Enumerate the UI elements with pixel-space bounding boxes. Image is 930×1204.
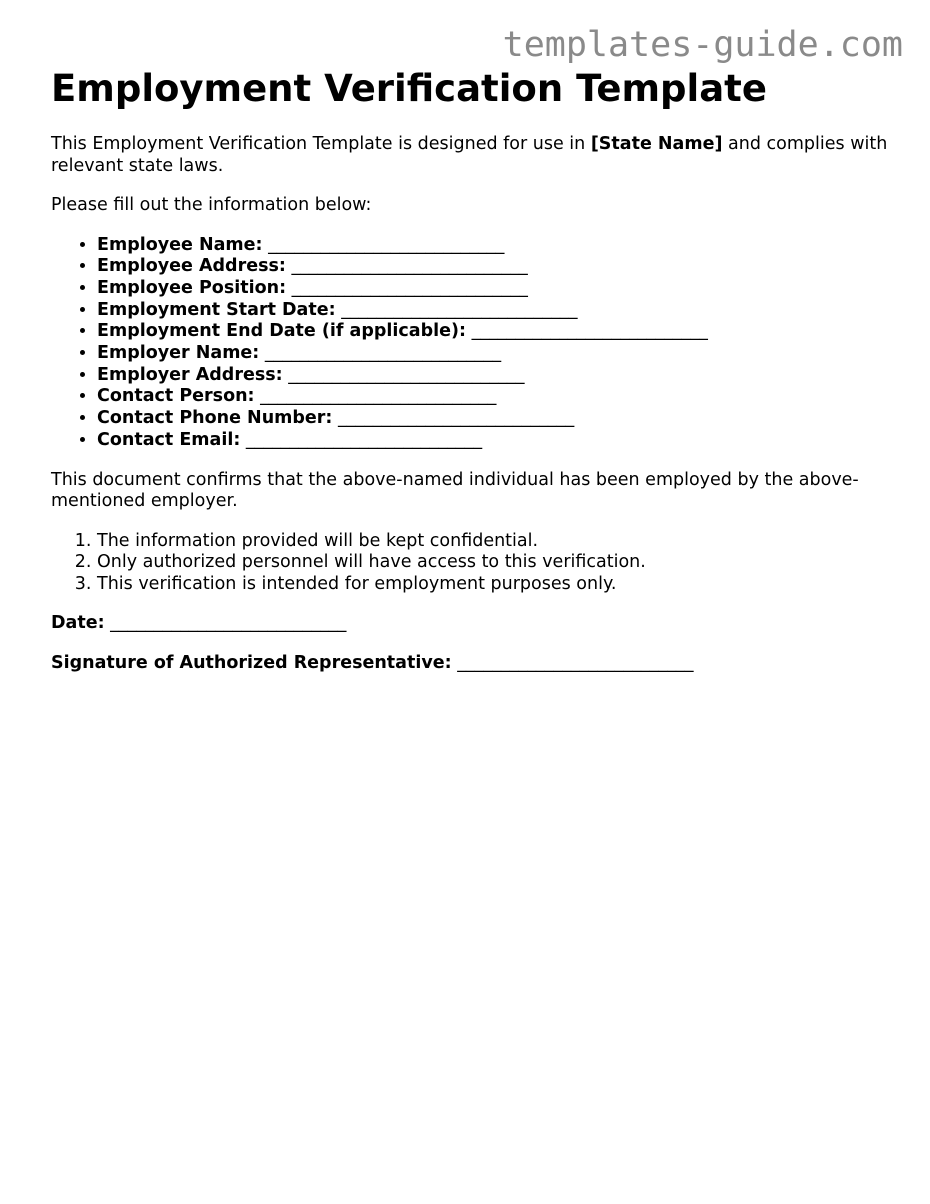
field-contact-person — [97, 386, 891, 408]
field-employer-name — [97, 343, 891, 365]
date-blank[interactable]: ___________________________ — [110, 613, 347, 634]
fill-blank[interactable]: ___________________________ — [268, 234, 505, 255]
field-employee-address — [97, 256, 891, 278]
field-label: Employee Position: — [97, 277, 287, 298]
fill-blank[interactable]: ___________________________ — [264, 343, 502, 364]
intro-text-end: and complies with relevant state laws. — [51, 134, 888, 176]
field-employee-name — [97, 235, 891, 257]
fields-list — [51, 235, 891, 452]
term-item: 1. The information provided will be kept confidential. — [97, 531, 891, 553]
fill-blank[interactable]: ___________________________ — [245, 429, 483, 450]
site-watermark: templates-guide.com — [502, 25, 903, 65]
field-contact-email — [97, 430, 891, 452]
fill-blank[interactable]: ___________________________ — [338, 408, 575, 429]
fill-blank[interactable]: ___________________________ — [471, 321, 708, 342]
fill-blank[interactable]: ___________________________ — [260, 386, 497, 407]
field-employment-end-date — [97, 321, 891, 343]
field-label: Employment Start Date: — [97, 299, 336, 320]
field-label: Employment End Date (if applicable): — [97, 321, 466, 342]
document-title: Employment Verification Template — [51, 67, 767, 110]
signature-label: Signature of Authorized Representative: — [51, 652, 452, 673]
field-label: Contact Email: — [97, 429, 241, 450]
confirmation-paragraph: This document confirms that the above-named individual has been employed by the above-mentioned employer. — [51, 469, 859, 512]
field-label: Employer Name: — [97, 343, 260, 364]
date-line — [51, 613, 891, 635]
term-item: 3. This verification is intended for employment purposes only. — [97, 574, 891, 596]
field-label: Employee Address: — [97, 256, 286, 277]
date-label: Date: — [51, 613, 105, 634]
state-name-placeholder: [State Name] — [590, 134, 723, 154]
field-label: Employer Address: — [97, 364, 283, 385]
signature-blank[interactable]: ___________________________ — [457, 652, 694, 673]
intro-paragraph — [51, 134, 891, 177]
field-label: Contact Phone Number: — [97, 408, 333, 429]
field-label: Employee Name: — [97, 234, 263, 255]
fill-instructions: Please fill out the information below: — [51, 195, 372, 215]
fill-blank[interactable]: ___________________________ — [291, 277, 528, 298]
fill-blank[interactable]: ___________________________ — [288, 364, 525, 385]
field-contact-phone — [97, 408, 891, 430]
field-employee-position — [97, 278, 891, 300]
fill-blank[interactable]: ___________________________ — [291, 256, 528, 277]
field-employment-start-date — [97, 300, 891, 322]
document-page — [51, 68, 891, 674]
field-employer-address — [97, 365, 891, 387]
field-label: Contact Person: — [97, 386, 255, 407]
fill-blank[interactable]: ___________________________ — [341, 299, 578, 320]
terms-list — [51, 531, 891, 596]
signature-line — [51, 653, 891, 675]
intro-text-start: This Employment Verification Template is designed for use in — [51, 134, 591, 154]
term-item: 2. Only authorized personnel will have access to this verification. — [97, 552, 891, 574]
